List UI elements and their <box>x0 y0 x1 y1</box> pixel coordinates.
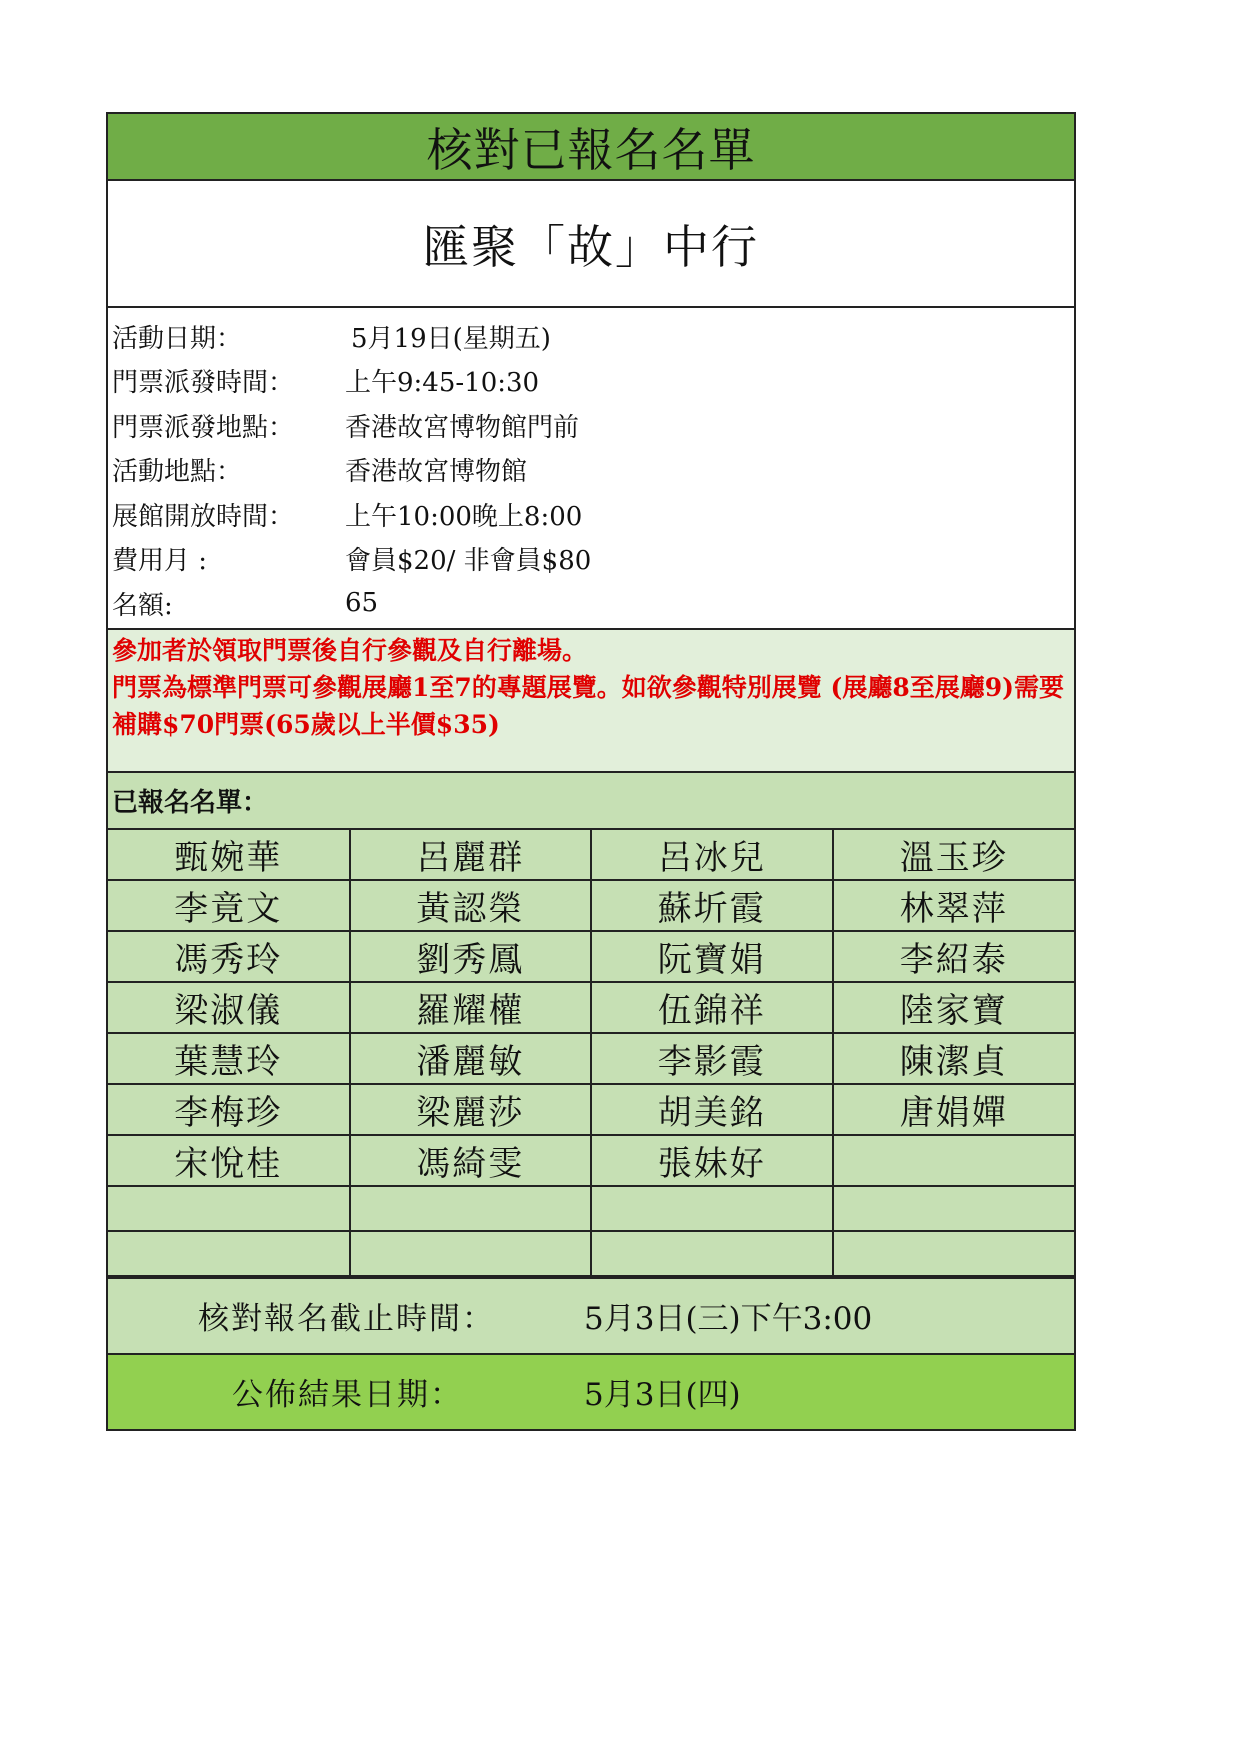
info-value: 香港故宮博物館 <box>345 457 528 488</box>
name-cell: 葉慧玲 <box>108 1033 350 1084</box>
name-cell: 梁淑儀 <box>108 982 350 1033</box>
info-row-ticket-location <box>108 403 1074 448</box>
name-cell: 胡美銘 <box>591 1084 833 1135</box>
table-row <box>108 1033 1074 1084</box>
name-cell: 羅耀權 <box>350 982 592 1033</box>
name-cell: 甄婉華 <box>108 830 350 880</box>
name-cell: 梁麗莎 <box>350 1084 592 1135</box>
name-cell: 唐娟嬋 <box>833 1084 1075 1135</box>
name-cell: 阮寶娟 <box>591 931 833 982</box>
info-row-quota <box>108 581 1074 626</box>
name-cell: 李竟文 <box>108 880 350 931</box>
name-cell: 黃認榮 <box>350 880 592 931</box>
info-row-ticket-time <box>108 359 1074 404</box>
name-cell: 潘麗敏 <box>350 1033 592 1084</box>
name-cell: 溫玉珍 <box>833 830 1075 880</box>
info-value: 香港故宮博物館門前 <box>345 412 580 443</box>
info-value: 5月19日(星期五) <box>351 323 551 354</box>
deadline-label: 核對報名截止時間： <box>198 1301 495 1337</box>
notice-line: 參加者於領取門票後自行參觀及自行離場。 <box>112 635 588 665</box>
page-title: 核對已報名名單 <box>108 114 1074 181</box>
info-row-fee <box>108 537 1074 582</box>
name-cell <box>350 1231 592 1276</box>
name-cell: 李梅珍 <box>108 1084 350 1135</box>
registered-list-heading: 已報名名單： <box>108 773 1074 830</box>
name-cell: 陳潔貞 <box>833 1033 1075 1084</box>
info-label: 門票派發時間： <box>112 368 295 399</box>
info-row-date <box>108 314 1074 359</box>
table-row <box>108 880 1074 931</box>
name-cell <box>833 1135 1075 1186</box>
table-row <box>108 931 1074 982</box>
name-cell: 伍錦祥 <box>591 982 833 1033</box>
name-cell <box>833 1231 1075 1276</box>
name-cell: 張妹好 <box>591 1135 833 1186</box>
info-label: 活動日期： <box>112 323 243 354</box>
info-value: 65 <box>345 588 379 619</box>
info-row-venue <box>108 448 1074 493</box>
registered-names-table <box>108 830 1074 1277</box>
name-cell: 呂麗群 <box>350 830 592 880</box>
deadline-value: 5月3日(三)下午3:00 <box>584 1301 873 1337</box>
table-row <box>108 982 1074 1033</box>
name-cell: 李影霞 <box>591 1033 833 1084</box>
name-cell: 宋悅桂 <box>108 1135 350 1186</box>
name-cell <box>350 1186 592 1231</box>
table-row <box>108 1231 1074 1276</box>
name-cell: 林翠萍 <box>833 880 1075 931</box>
table-row <box>108 1186 1074 1231</box>
table-row <box>108 1084 1074 1135</box>
table-row <box>108 1135 1074 1186</box>
info-label: 活動地點： <box>112 457 243 488</box>
announce-value: 5月3日(四) <box>584 1377 741 1413</box>
info-value: 會員$20/ 非會員$80 <box>345 546 592 577</box>
event-info <box>108 308 1074 630</box>
name-cell: 呂冰兒 <box>591 830 833 880</box>
name-cell <box>591 1186 833 1231</box>
announce-label: 公佈結果日期： <box>232 1377 463 1413</box>
info-value: 上午10:00晚上8:00 <box>345 501 583 532</box>
info-label: 展館開放時間： <box>112 501 295 532</box>
registration-sheet <box>106 112 1076 1431</box>
name-cell: 馮綺雯 <box>350 1135 592 1186</box>
info-row-opening-hours <box>108 492 1074 537</box>
notice-line: 門票為標準門票可參觀展廳1至7的專題展覽。如欲參觀特別展覽 (展廳8至展廳9)需要補購$70門票(65歲以上半價$35) <box>112 672 1064 739</box>
info-label: 名額: <box>112 590 173 621</box>
name-cell: 陸家寶 <box>833 982 1075 1033</box>
name-cell <box>833 1186 1075 1231</box>
name-cell: 馮秀玲 <box>108 931 350 982</box>
info-value: 上午9:45-10:30 <box>345 368 540 399</box>
name-cell <box>591 1231 833 1276</box>
name-cell <box>108 1186 350 1231</box>
name-cell: 李紹泰 <box>833 931 1075 982</box>
result-announcement <box>108 1355 1074 1429</box>
notice-box <box>108 630 1074 773</box>
info-label: 門票派發地點： <box>112 412 295 443</box>
event-name: 匯聚「故」中行 <box>108 181 1074 308</box>
name-cell: 蘇圻霞 <box>591 880 833 931</box>
name-cell <box>108 1231 350 1276</box>
info-label: 費用月 : <box>112 546 208 577</box>
verification-deadline <box>108 1277 1074 1355</box>
table-row <box>108 830 1074 880</box>
name-cell: 劉秀鳳 <box>350 931 592 982</box>
